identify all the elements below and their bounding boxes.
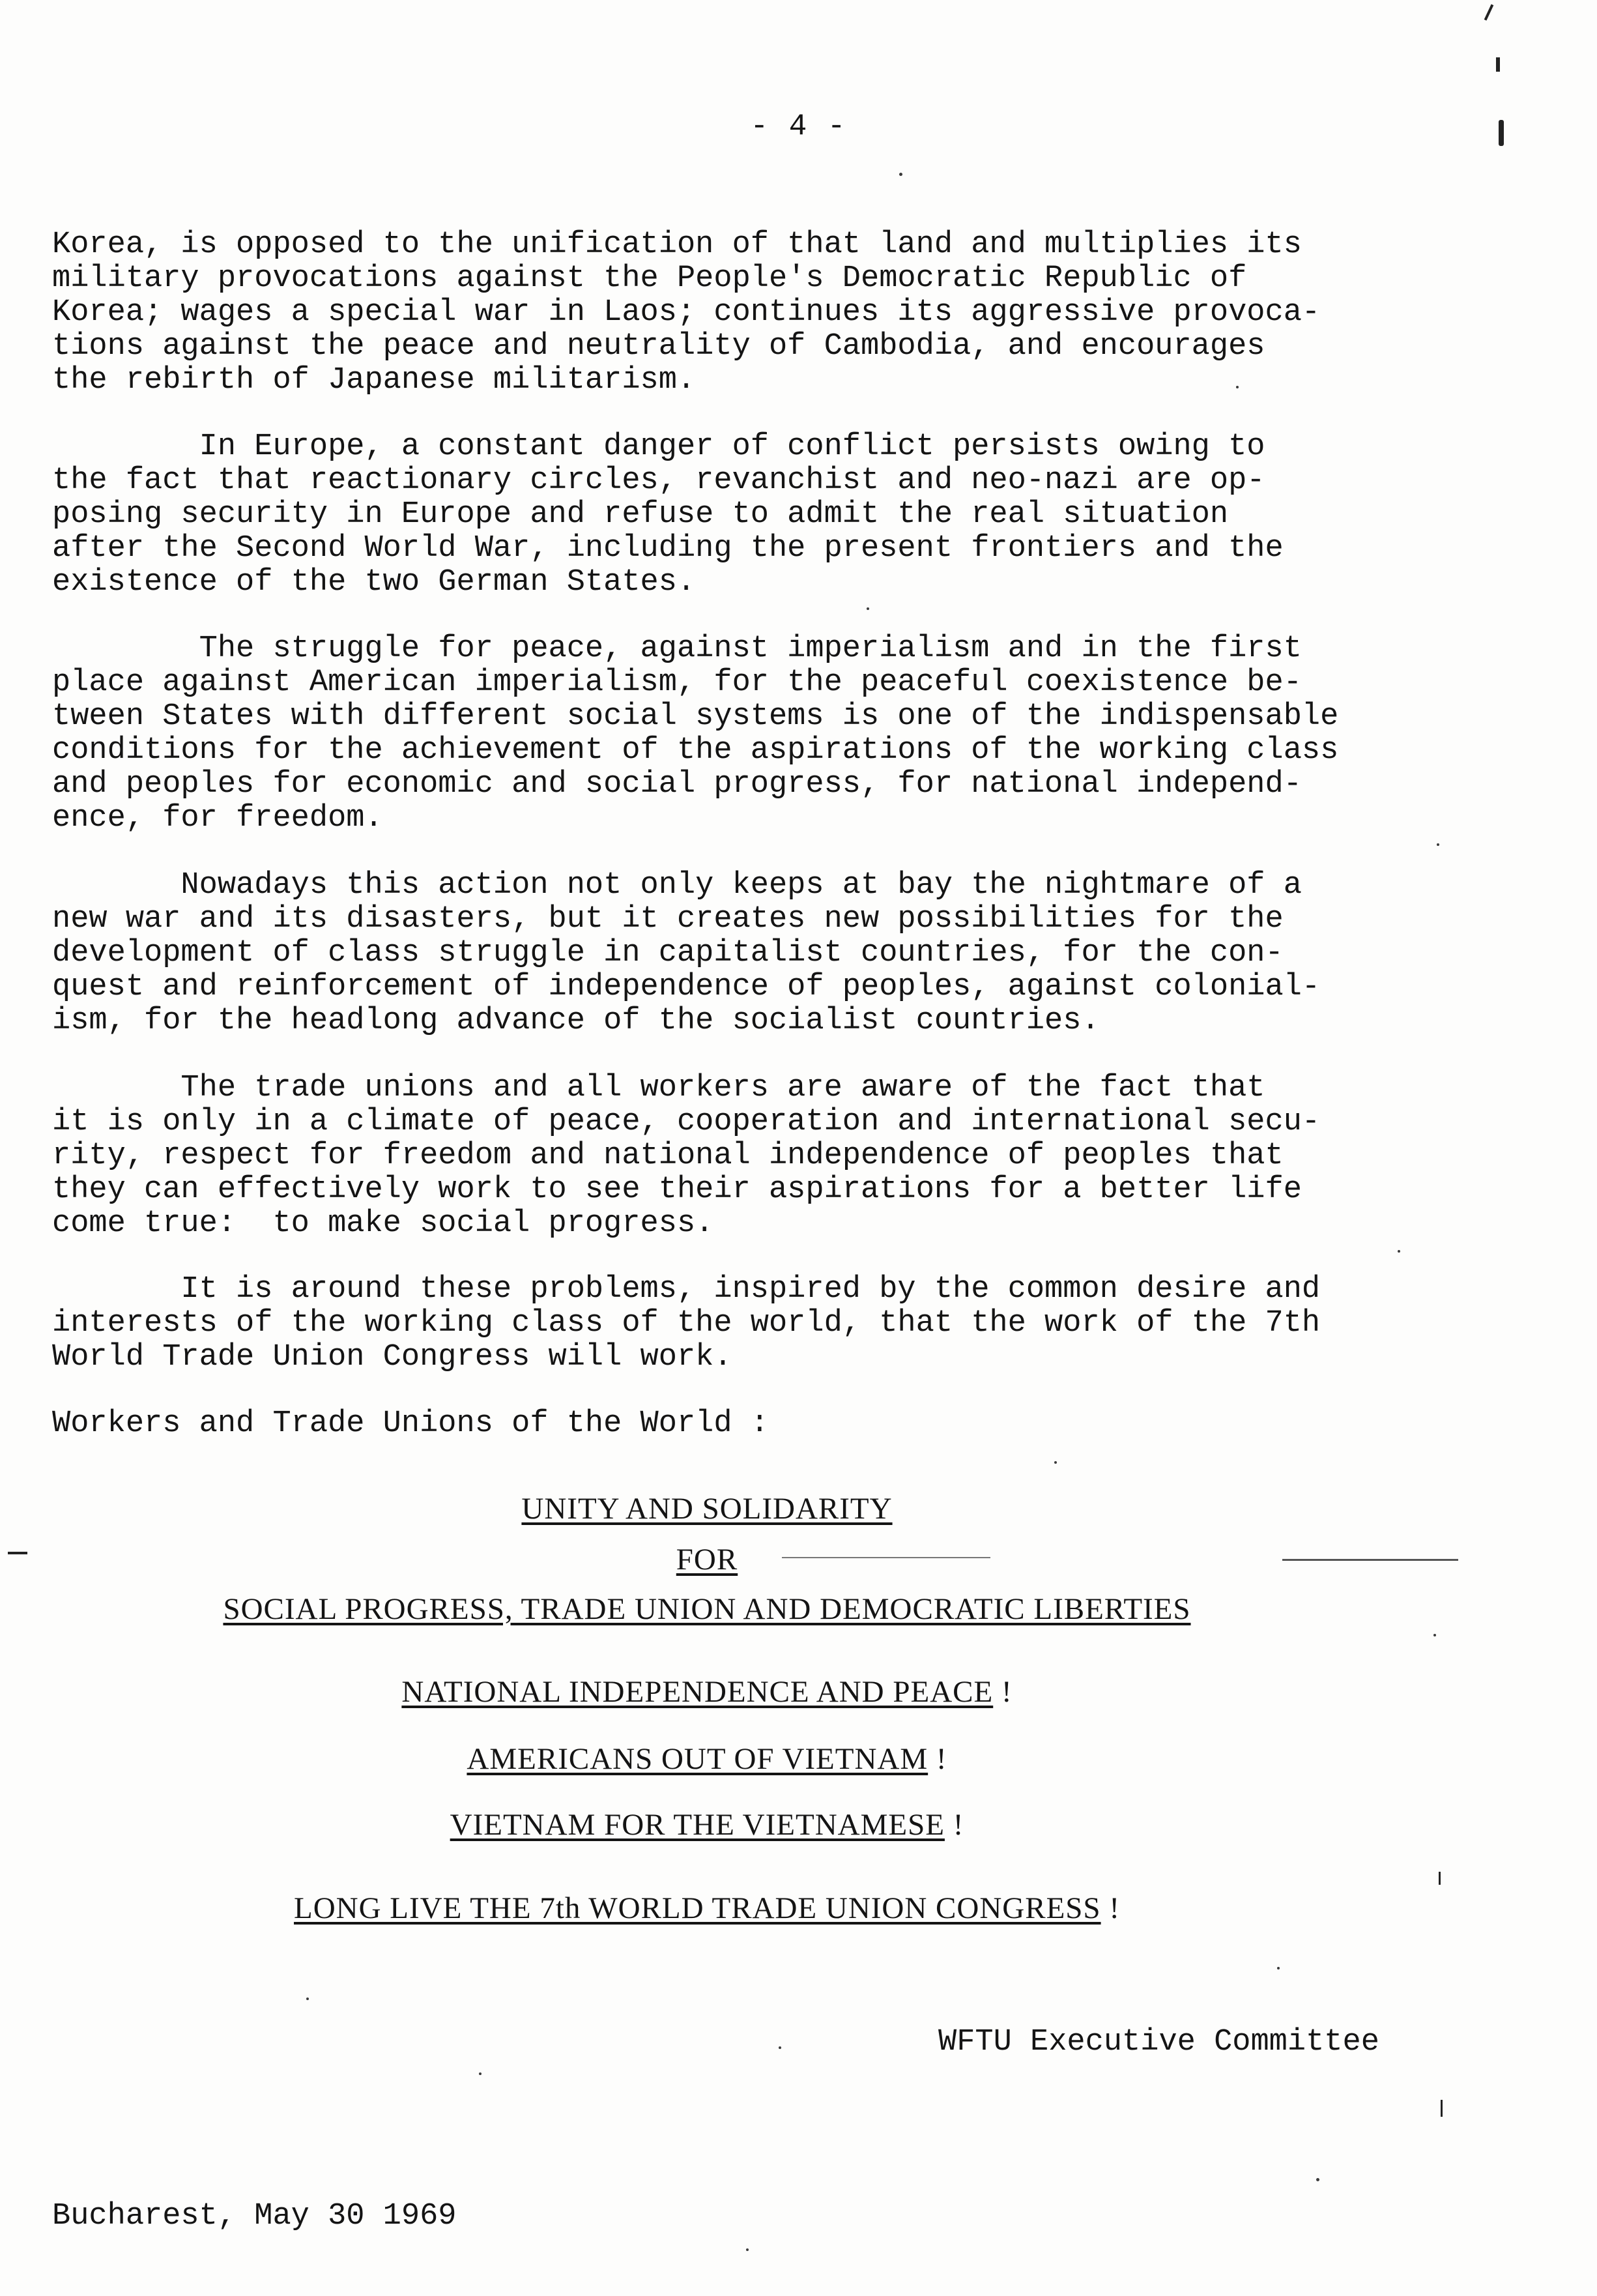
paragraph-5: [52, 1071, 1460, 1241]
scan-mark: [1496, 57, 1500, 72]
scan-speck: [1236, 386, 1239, 388]
text-line: it is only in a climate of peace, cooperation and international secu-: [52, 1105, 1321, 1139]
slogan-suffix: !: [1101, 1891, 1120, 1925]
text-line: rity, respect for freedom and national independence of peoples that: [52, 1139, 1284, 1173]
scan-mark: [1282, 1559, 1458, 1561]
text-line: tions against the peace and neutrality of Cambodia, and encourages: [52, 329, 1265, 364]
text-line: tween States with different social systems is one of the indispensable: [52, 699, 1339, 734]
paragraph-4: [52, 869, 1460, 1038]
slogan-line: [0, 1591, 1414, 1627]
text-line: after the Second World War, including the present frontiers and the: [52, 531, 1284, 566]
slogan-line: [0, 1541, 1414, 1578]
slogan-text: SOCIAL PROGRESS, TRADE UNION AND DEMOCRATIC LIBERTIES: [223, 1592, 1191, 1626]
signature: WFTU Executive Committee: [938, 2025, 1379, 2059]
scan-speck: [1437, 843, 1439, 846]
text-line: ism, for the headlong advance of the socialist countries.: [52, 1004, 1100, 1038]
scan-speck: [1054, 1461, 1057, 1464]
text-line: Korea; wages a special war in Laos; continues its aggressive provoca-: [52, 295, 1321, 330]
scan-speck: [1316, 2178, 1319, 2181]
scan-speck: [867, 607, 869, 610]
slogan-text: FOR: [676, 1543, 738, 1577]
slogan-suffix: !: [928, 1742, 947, 1776]
scan-mark: [782, 1557, 990, 1558]
scan-speck: [1433, 1634, 1436, 1636]
text-line: It is around these problems, inspired by the common desire and: [52, 1272, 1321, 1307]
paragraph-6: [52, 1273, 1460, 1374]
scan-speck: [899, 173, 902, 176]
text-line: new war and its disasters, but it creates new possibilities for the: [52, 902, 1284, 937]
slogan-text: AMERICANS OUT OF VIETNAM: [467, 1742, 928, 1776]
text-line: The trade unions and all workers are aware of the fact that: [52, 1071, 1265, 1105]
paragraph-1: [52, 228, 1460, 398]
text-line: Workers and Trade Unions of the World :: [52, 1406, 769, 1441]
text-line: place against American imperialism, for the peaceful coexistence be-: [52, 665, 1302, 700]
slogan-line: [0, 1741, 1414, 1777]
text-line: come true: to make social progress.: [52, 1206, 714, 1241]
text-line: World Trade Union Congress will work.: [52, 1340, 732, 1374]
text-line: Korea, is opposed to the unification of that land and multiplies its: [52, 227, 1302, 262]
text-line: Nowadays this action not only keeps at bay the nightmare of a: [52, 868, 1302, 903]
slogan-text: NATIONAL INDEPENDENCE AND PEACE: [401, 1675, 994, 1709]
slogan-line: [0, 1890, 1414, 1926]
slogan-suffix: !: [944, 1808, 964, 1842]
slogan-suffix: !: [993, 1675, 1013, 1709]
text-line: the rebirth of Japanese militarism.: [52, 363, 696, 398]
paragraph-7: [52, 1407, 1460, 1441]
slogan-line: [0, 1807, 1414, 1843]
slogan-text: VIETNAM FOR THE VIETNAMESE: [450, 1808, 945, 1842]
text-line: ence, for freedom.: [52, 801, 383, 836]
paragraph-3: [52, 632, 1460, 836]
slogan-line: [0, 1490, 1414, 1527]
scan-mark: [8, 1552, 27, 1554]
scan-speck: [746, 2248, 749, 2251]
scan-speck: [479, 2072, 482, 2075]
scan-mark: [1441, 2100, 1443, 2117]
slogan-text: UNITY AND SOLIDARITY: [521, 1492, 893, 1526]
text-line: posing security in Europe and refuse to admit the real situation: [52, 497, 1229, 532]
text-line: conditions for the achievement of the aspirations of the working class: [52, 733, 1339, 768]
text-line: military provocations against the People's Democratic Republic of: [52, 261, 1247, 296]
slogan-line: [0, 1674, 1414, 1710]
text-line: interests of the working class of the world, that the work of the 7th: [52, 1306, 1321, 1341]
text-line: and peoples for economic and social progress, for national independ-: [52, 767, 1302, 802]
text-line: the fact that reactionary circles, revanchist and neo-nazi are op-: [52, 463, 1265, 498]
scan-speck: [1277, 1967, 1280, 1969]
scan-speck: [779, 2046, 781, 2049]
text-line: The struggle for peace, against imperialism and in the first: [52, 632, 1302, 666]
page-number: - 4 -: [750, 109, 847, 143]
scan-speck: [1398, 1250, 1400, 1253]
paragraph-2: [52, 430, 1460, 600]
text-line: In Europe, a constant danger of conflict persists owing to: [52, 429, 1265, 464]
text-line: development of class struggle in capitalist countries, for the con-: [52, 936, 1284, 970]
scan-mark: [1499, 120, 1504, 146]
slogan-text: LONG LIVE THE 7th WORLD TRADE UNION CONGRESS: [294, 1891, 1101, 1925]
text-line: existence of the two German States.: [52, 565, 696, 600]
text-line: quest and reinforcement of independence of peoples, against colonial-: [52, 970, 1321, 1004]
text-line: they can effectively work to see their aspirations for a better life: [52, 1172, 1302, 1207]
place-and-date: Bucharest, May 30 1969: [52, 2199, 457, 2233]
scan-mark: [1484, 4, 1494, 20]
scan-speck: [306, 1998, 309, 2000]
scan-mark: [1439, 1872, 1441, 1885]
